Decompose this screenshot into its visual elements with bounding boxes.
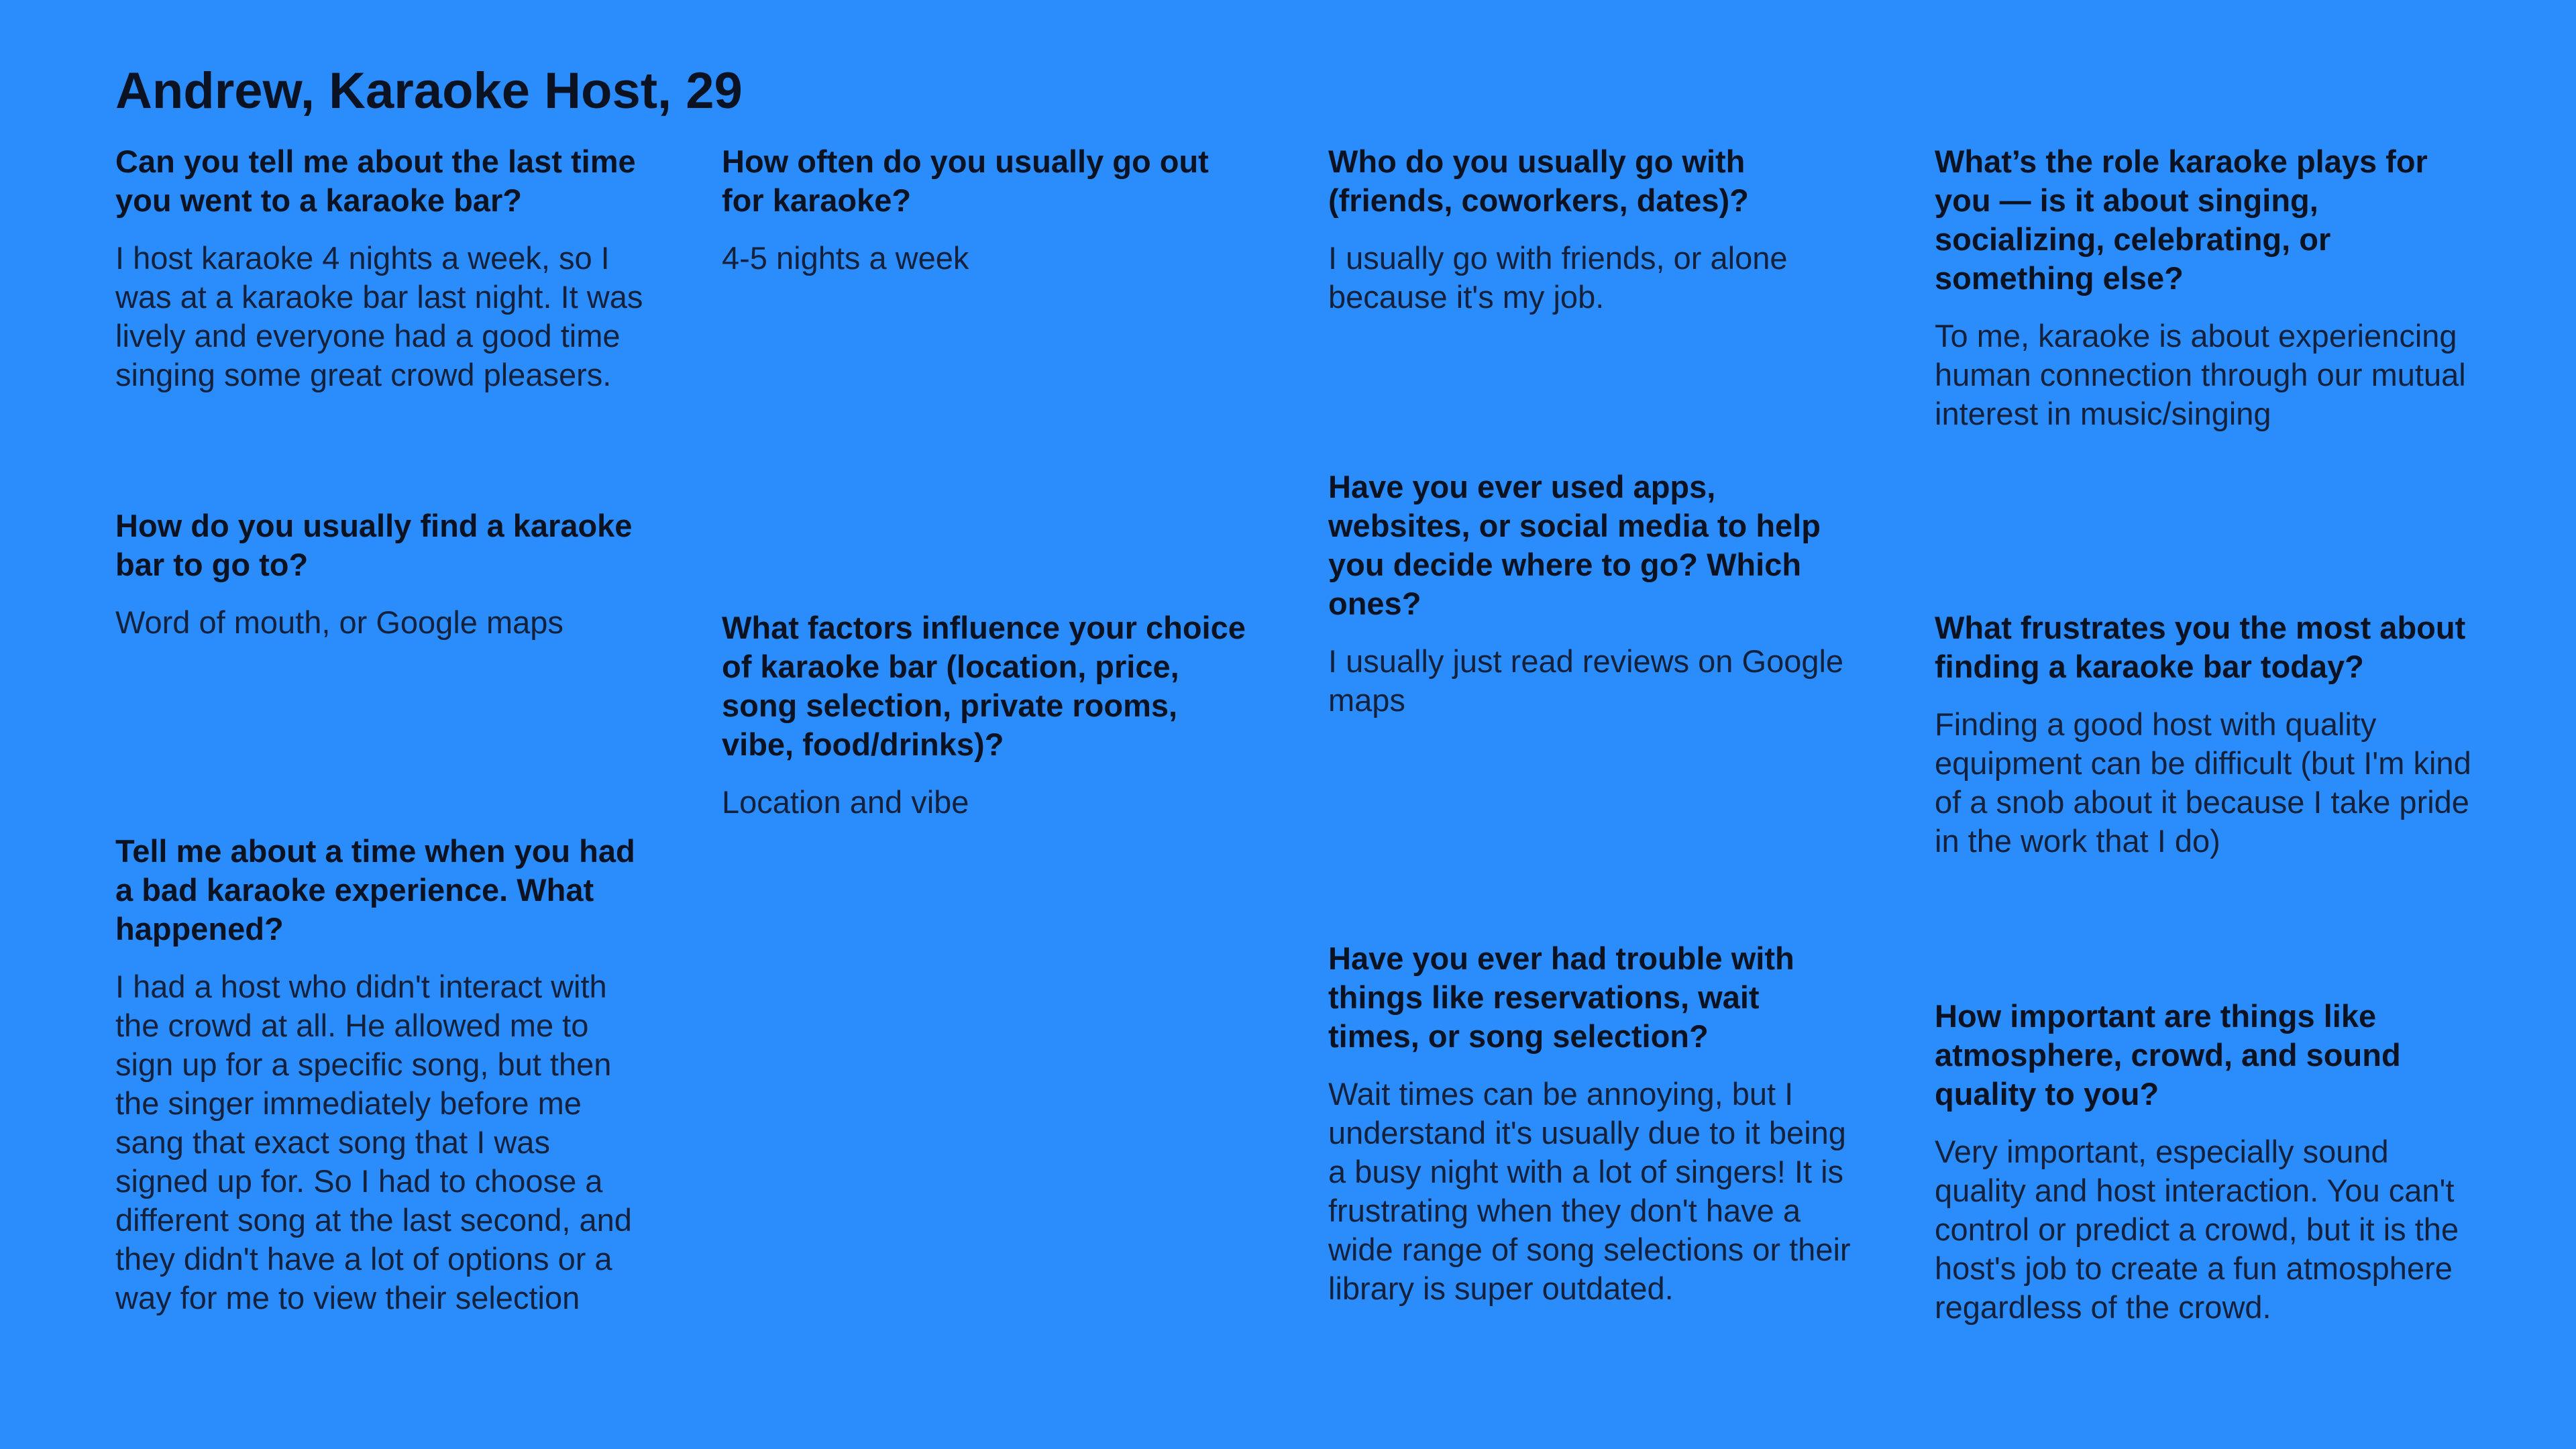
question: What factors influence your choice of karaoke bar (location, price, song selection, private rooms, vibe, food/drinks)?	[722, 610, 1246, 762]
question: Have you ever used apps, websites, or social media to help you decide where to go? Which ones?	[1328, 469, 1821, 621]
answer: I host karaoke 4 nights a week, so I was at a karaoke bar last night. It was lively and everyone had a good time singing some great crowd pleasers.	[115, 240, 643, 392]
question: Can you tell me about the last time you went to a karaoke bar?	[115, 144, 636, 218]
question: What’s the role karaoke plays for you — is it about singing, socializing, celebrating, or something else?	[1935, 144, 2428, 296]
qa-companions	[1328, 142, 1858, 317]
answer: I usually just read reviews on Google maps	[1328, 643, 1844, 718]
question: How do you usually find a karaoke bar to go to?	[115, 508, 633, 582]
answer: Location and vibe	[722, 784, 969, 820]
qa-frustrations	[1935, 608, 2471, 861]
answer: 4-5 nights a week	[722, 240, 969, 276]
qa-last-visit	[115, 142, 645, 394]
answer: Wait times can be annoying, but I understand it's usually due to it being a busy night with a lot of singers! It is frustrating when they don't have a wide range of song selections or their library is super outdated.	[1328, 1076, 1851, 1306]
answer: I had a host who didn't interact with the crowd at all. He allowed me to sign up for a specific song, but then the singer immediately before me sang that exact song that I was signed up for. So I had to choose a different song at the last second, and they didn't have a lot of options or a way for me to view their selection	[115, 969, 632, 1316]
qa-frequency	[722, 142, 1252, 278]
qa-bad-experience	[115, 832, 645, 1318]
page-title: Andrew, Karaoke Host, 29	[115, 62, 743, 119]
answer: Finding a good host with quality equipment can be difficult (but I'm kind of a snob about it because I take pride in the work that I do)	[1935, 706, 2471, 859]
answer: I usually go with friends, or alone because it's my job.	[1328, 240, 1788, 315]
qa-apps	[1328, 468, 1858, 720]
question: Tell me about a time when you had a bad karaoke experience. What happened?	[115, 833, 635, 947]
question: Have you ever had trouble with things like reservations, wait times, or song selection?	[1328, 941, 1794, 1054]
qa-role-of-karaoke	[1935, 142, 2471, 433]
question: How often do you usually go out for karaoke?	[722, 144, 1209, 218]
question: How important are things like atmosphere, crowd, and sound quality to you?	[1935, 998, 2401, 1112]
qa-factors	[722, 608, 1252, 822]
answer: To me, karaoke is about experiencing human connection through our mutual interest in music/singing	[1935, 318, 2466, 431]
answer: Word of mouth, or Google maps	[115, 604, 564, 640]
answer: Very important, especially sound quality and host interaction. You can't control or predict a crowd, but it is the host's job to create a fun atmosphere regardless of the crowd.	[1935, 1134, 2459, 1325]
qa-trouble	[1328, 939, 1858, 1308]
qa-importance	[1935, 997, 2471, 1327]
question: What frustrates you the most about finding a karaoke bar today?	[1935, 610, 2466, 684]
qa-finding-bar	[115, 506, 645, 642]
question: Who do you usually go with (friends, coworkers, dates)?	[1328, 144, 1749, 218]
